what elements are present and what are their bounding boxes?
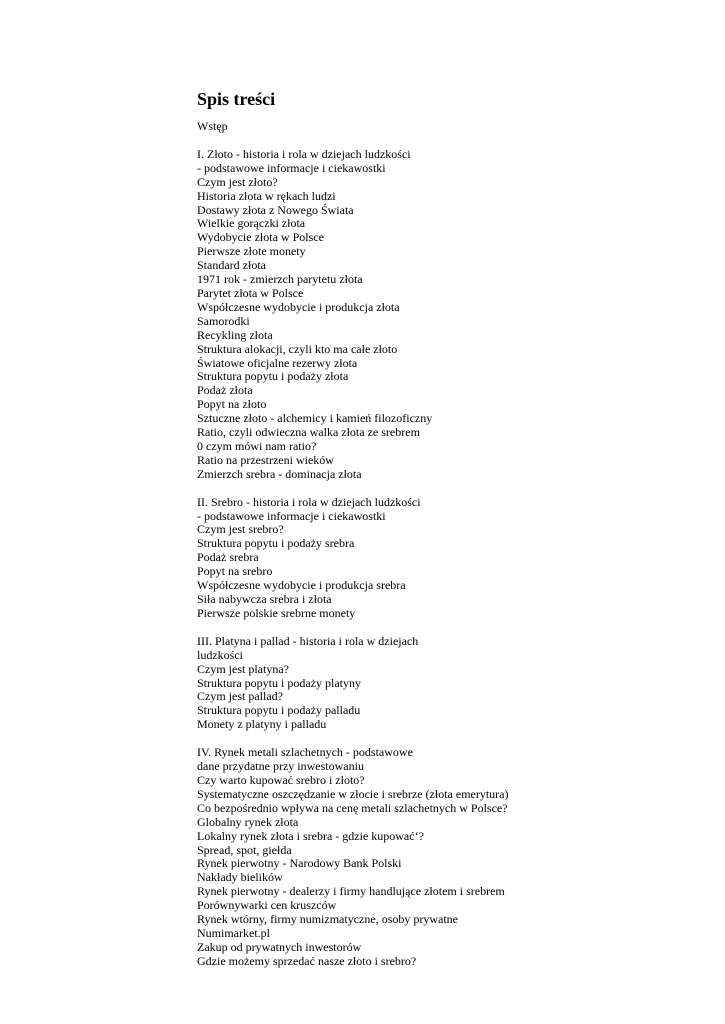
toc-section-heading: IV. Rynek metali szlachetnych - podstawowe bbox=[197, 745, 413, 760]
toc-entry: Podaż złota bbox=[197, 383, 253, 398]
section-gap bbox=[197, 621, 697, 635]
toc-entry: Ratio, czyli odwieczna walka złota ze srebrem bbox=[197, 425, 420, 440]
toc-entry: Struktura popytu i podaży palladu bbox=[197, 703, 361, 718]
toc-entry: Historia złota w rękach ludzi bbox=[197, 188, 336, 203]
toc-entry: Czym jest złoto? bbox=[197, 174, 278, 189]
toc-sections bbox=[197, 134, 697, 969]
toc-entry: Rynek wtórny, firmy numizmatyczne, osoby prywatne bbox=[197, 912, 459, 927]
toc-entry: Czym jest pallad? bbox=[197, 689, 283, 704]
toc-entry: Systematyczne oszczędzanie w złocie i srebrze (złota emerytura) bbox=[197, 786, 509, 801]
table-of-contents bbox=[197, 88, 697, 969]
toc-entry: Struktura alokacji, czyli kto ma całe złoto bbox=[197, 341, 398, 356]
toc-entry: Nakłady bielików bbox=[197, 870, 283, 885]
section-gap bbox=[197, 482, 697, 496]
toc-entry: Podaż srebra bbox=[197, 550, 259, 565]
toc-entry: 1971 rok - zmierzch parytetu złota bbox=[197, 272, 363, 287]
toc-entry: Gdzie możemy sprzedać nasze złoto i srebro? bbox=[197, 953, 417, 968]
toc-entry: dane przydatne przy inwestowaniu bbox=[197, 759, 364, 774]
toc-entry: Recykling złota bbox=[197, 327, 273, 342]
toc-entry: 0 czym mówi nam ratio? bbox=[197, 438, 317, 453]
page-title: Spis treści bbox=[197, 89, 276, 109]
toc-entry: Zmierzch srebra - dominacja złota bbox=[197, 466, 362, 481]
toc-entry: Popyt na złoto bbox=[197, 397, 267, 412]
toc-entry: Czy warto kupować srebro i złoto? bbox=[197, 772, 365, 787]
toc-entry: Dostawy złota z Nowego Świata bbox=[197, 202, 354, 217]
toc-entry: Globalny rynek złota bbox=[197, 814, 299, 829]
toc-entry: Pierwsze polskie srebrne monety bbox=[197, 605, 356, 620]
toc-entry: Standard złota bbox=[197, 258, 266, 273]
toc-entry: Popyt na srebro bbox=[197, 564, 273, 579]
toc-section-heading: II. Srebro - historia i rola w dziejach ludzkości bbox=[197, 494, 421, 509]
toc-entry: Struktura popytu i podaży złota bbox=[197, 369, 349, 384]
toc-entry: Zakup od prywatnych inwestorów bbox=[197, 939, 362, 954]
toc-entry: Rynek pierwotny - Narodowy Bank Polski bbox=[197, 856, 402, 871]
toc-entry: Czym jest platyna? bbox=[197, 661, 289, 676]
section-gap bbox=[197, 732, 697, 746]
toc-entry: Wydobycie złota w Polsce bbox=[197, 230, 324, 245]
toc-entry: Siła nabywcza srebra i złota bbox=[197, 592, 332, 606]
toc-entry: Numimarket.pl bbox=[197, 925, 270, 940]
section-gap bbox=[197, 134, 697, 148]
toc-entry: Samorodki bbox=[197, 313, 250, 328]
toc-entry: Struktura popytu i podaży platyny bbox=[197, 675, 361, 690]
toc-entry: Struktura popytu i podaży srebra bbox=[197, 536, 355, 551]
toc-entry: Parytet złota w Polsce bbox=[197, 285, 304, 300]
toc-section-heading: III. Platyna i pallad - historia i rola w dziejach bbox=[197, 633, 419, 648]
toc-entry: ludzkości bbox=[197, 647, 243, 662]
toc-entry: Czym jest srebro? bbox=[197, 522, 284, 537]
toc-section-heading: I. Złoto - historia i rola w dziejach ludzkości bbox=[197, 146, 411, 161]
toc-entry: Porównywarki cen kruszców bbox=[197, 898, 337, 913]
toc-entry: Lokalny rynek złota i srebra - gdzie kupować‘? bbox=[197, 828, 424, 843]
toc-entry: Pierwsze złote monety bbox=[197, 244, 306, 259]
toc-section bbox=[197, 635, 697, 732]
toc-entry: Monety z platyny i palladu bbox=[197, 717, 327, 732]
toc-entry: Sztuczne złoto - alchemicy i kamień filozoficzny bbox=[197, 411, 433, 426]
toc-section bbox=[197, 148, 697, 482]
toc-entry: Wielkie gorączki złota bbox=[197, 216, 306, 231]
toc-entry: Co bezpośrednio wpływa na cenę metali szlachetnych w Polsce? bbox=[197, 800, 508, 815]
toc-intro: Wstęp bbox=[197, 119, 228, 133]
toc-entry: Światowe oficjalne rezerwy złota bbox=[197, 355, 358, 370]
toc-entry: Ratio na przestrzeni wieków bbox=[197, 452, 334, 467]
toc-entry: - podstawowe informacje i ciekawostki bbox=[197, 160, 386, 175]
toc-entry: Rynek pierwotny - dealerzy i firmy handlujące złotem i srebrem bbox=[197, 884, 505, 899]
toc-entry: Spread, spot, giełda bbox=[197, 842, 292, 857]
toc-entry: Współczesne wydobycie i produkcja złota bbox=[197, 299, 400, 314]
toc-section bbox=[197, 496, 697, 621]
toc-entry: Współczesne wydobycie i produkcja srebra bbox=[197, 578, 406, 593]
toc-entry: - podstawowe informacje i ciekawostki bbox=[197, 508, 386, 523]
toc-section bbox=[197, 746, 697, 969]
